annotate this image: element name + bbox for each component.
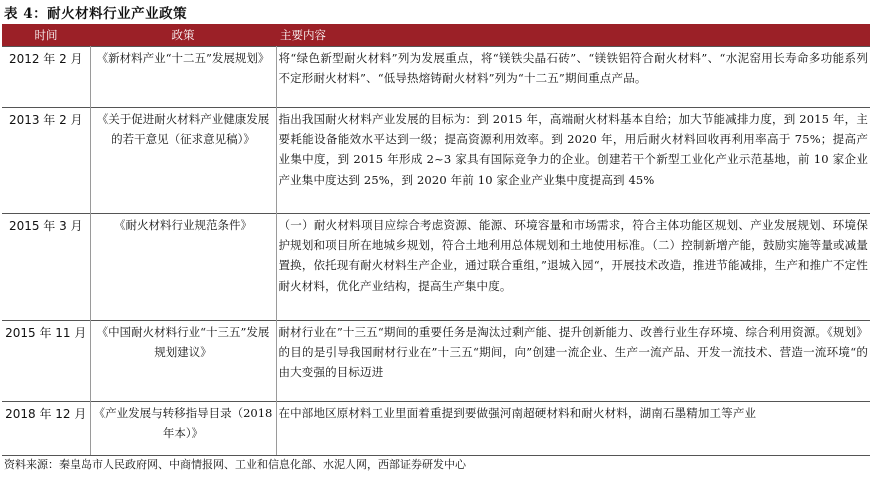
row-time: 2013 年 2 月: [2, 108, 90, 214]
source-note: 资料来源：秦皇岛市人民政府网、中商情报网、工业和信息化部、水泥人网，西部证券研发中心: [4, 458, 466, 471]
table-row: [2, 402, 870, 456]
row-time: 2012 年 2 月: [2, 47, 90, 108]
table-row: [2, 214, 870, 321]
table-row: [2, 321, 870, 402]
row-content: 在中部地区原材料工业里面着重提到要做强河南超硬材料和耐火材料，湖南石墨精加工等产业: [276, 402, 870, 456]
table-header-row: [2, 24, 870, 47]
row-content: （一）耐火材料项目应综合考虑资源、能源、环境容量和市场需求，符合主体功能区规划、产业发展规划、环境保护规划和项目所在地城乡规划，符合土地利用总体规划和土地使用标准。（二）控制新增产能，鼓励实施等量或减量置换，依托现有耐火材料生产企业，通过联合重组，”退城入园“，开展技术改造，推进节能减排，生产和推广不定性耐火材料，优化产业结构，提高生产集中度。: [276, 214, 870, 321]
header-time: 时间: [2, 24, 90, 47]
row-time: 2015 年 11 月: [2, 321, 90, 402]
table-row: [2, 108, 870, 214]
row-content: 耐材行业在”十三五“期间的重要任务是淘汰过剩产能、提升创新能力、改善行业生存环境、综合利用资源。《规划》的目的是引导我国耐材行业在”十三五“期间，向”创建一流企业、生产一流产品、开发一流技术、营造一流环境“的由大变强的目标迈进: [276, 321, 870, 402]
table-row: [2, 47, 870, 108]
row-policy: 《关于促进耐火材料产业健康发展的若干意见（征求意见稿）》: [90, 108, 276, 214]
row-policy: 《新材料产业“十二五”发展规划》: [90, 47, 276, 108]
row-time: 2018 年 12 月: [2, 402, 90, 456]
row-content: 将“绿色新型耐火材料”列为发展重点，将“镁铁尖晶石砖”、“镁铁铝符合耐火材料”、“水泥窑用长寿命多功能系列不定形耐火材料”、“低导热熔铸耐火材料”列为“十二五”期间重点产品。: [276, 47, 870, 108]
header-policy: 政策: [90, 24, 276, 47]
table-title: 表 4：耐火材料行业产业政策: [4, 6, 188, 22]
row-time: 2015 年 3 月: [2, 214, 90, 321]
header-content: 主要内容: [276, 24, 870, 47]
row-policy: 《耐火材料行业规范条件》: [90, 214, 276, 321]
policy-table: [2, 24, 870, 456]
row-policy: 《中国耐火材料行业“十三五”发展规划建议》: [90, 321, 276, 402]
row-content: 指出我国耐火材料产业发展的目标为：到 2015 年，高端耐火材料基本自给；加大节能减排力度，到 2015 年，主要耗能设备能效水平达到一级；提高资源利用效率。到 2020 年，用后耐火材料回收再利用率高于 75%；提高产业集中度，到 2015 年形成 2~3 家具有国际竞争力的企业。创建若干个新型工业化产业示范基地，前 10 家企业产业集中度达到 25%，到 2020 年前 10 家企业产业集中度提高到 45%: [276, 108, 870, 214]
row-policy: 《产业发展与转移指导目录（2018 年本）》: [90, 402, 276, 456]
